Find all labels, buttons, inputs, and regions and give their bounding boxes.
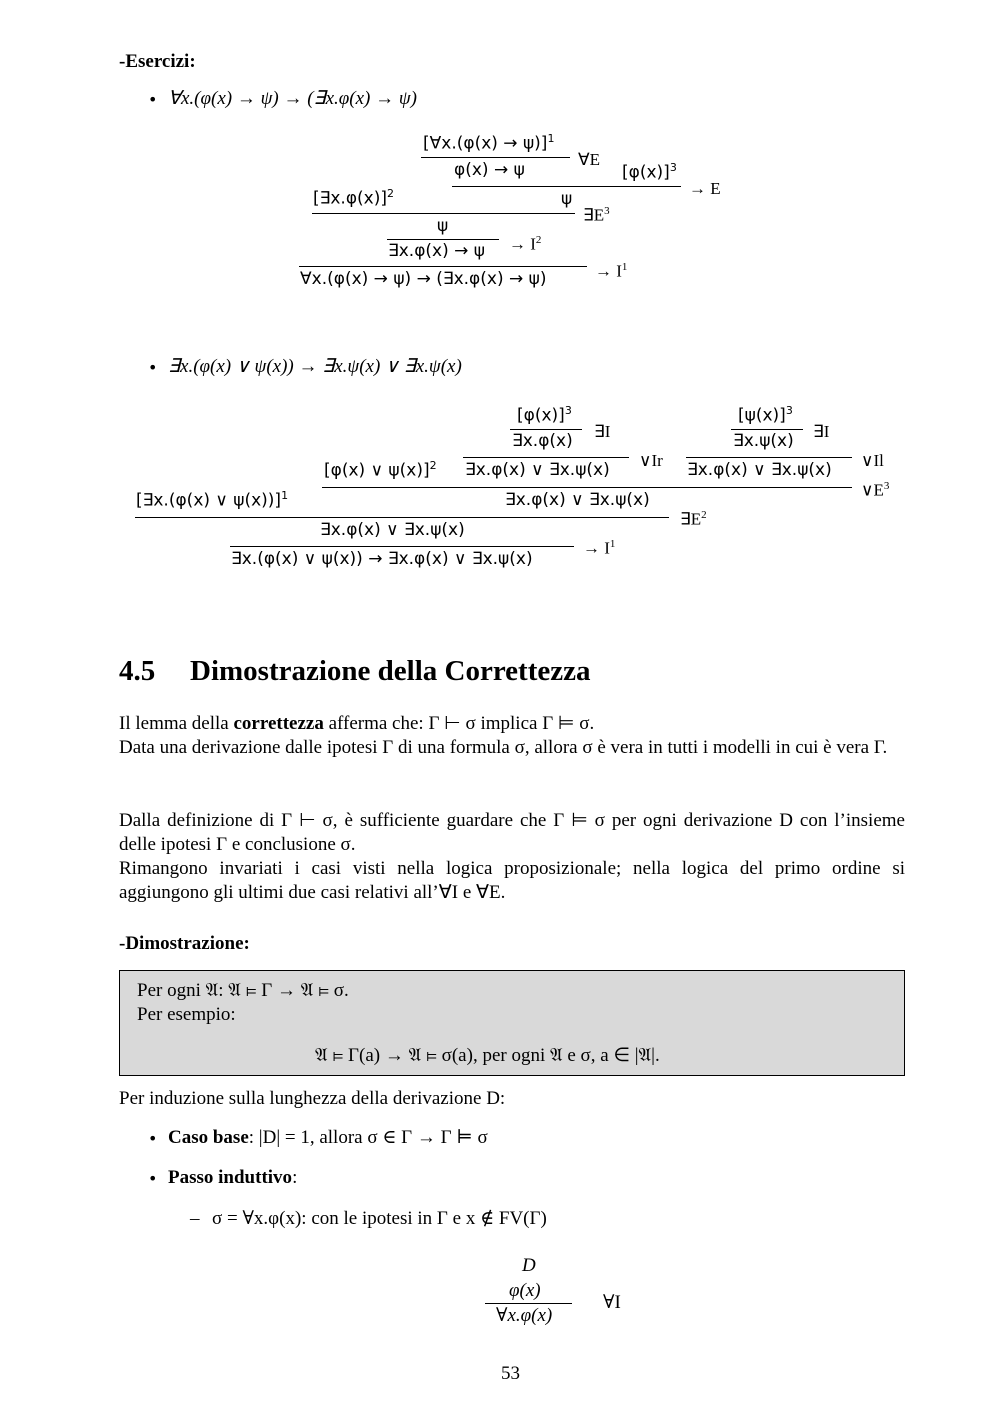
rule-label: $\exists E^2$ bbox=[680, 509, 707, 529]
section-title: Dimostrazione della Correttezza bbox=[190, 655, 591, 687]
proof-line: [∃x.φ(x)]$^2$ bbox=[313, 187, 395, 209]
paragraph-derivation: Data una derivazione dalle ipotesi Γ di una formula σ, allora σ è vera in tutti i modelli in cui è vera Γ. bbox=[119, 737, 888, 758]
proof-line: φ(x) bbox=[509, 1280, 541, 1301]
proof-line: $[\varphi(x)]^3$ bbox=[622, 161, 677, 183]
rule-label: $\exists E^3$ bbox=[583, 205, 610, 225]
bold-term: correttezza bbox=[233, 713, 324, 734]
rule-label: → E bbox=[689, 179, 721, 198]
rule-label: → $I^1$ bbox=[595, 261, 628, 281]
inference-bar bbox=[322, 487, 852, 488]
inference-bar bbox=[135, 517, 669, 518]
proof-line: ∃x.φ(x) bbox=[512, 431, 573, 451]
inference-bar bbox=[686, 457, 852, 458]
box-line: Per esempio: bbox=[137, 1004, 236, 1025]
inference-bar bbox=[230, 546, 574, 547]
rule-label: ∨Ir bbox=[639, 451, 663, 470]
box-line: Per ogni 𝔄: 𝔄 ⊨ Γ → 𝔄 ⊨ σ. bbox=[137, 980, 349, 1001]
sub-list-item: σ = ∀x.φ(x): con le ipotesi in Γ e x ∉ FV(Γ) bbox=[212, 1208, 547, 1229]
inference-bar bbox=[485, 1303, 572, 1304]
highlight-box bbox=[119, 970, 905, 1076]
inference-bar bbox=[463, 457, 629, 458]
proof-line: [φ(x) ∨ ψ(x)]$^2$ bbox=[324, 459, 437, 481]
bullet-dot: • bbox=[148, 90, 158, 109]
exercise-formula-2: ∃x.(φ(x) ∨ ψ(x)) → ∃x.ψ(x) ∨ ∃x.ψ(x) bbox=[168, 356, 462, 377]
proof-line: ∃x.φ(x) ∨ ∃x.ψ(x) bbox=[320, 520, 465, 540]
proof-line: [∃x.(φ(x) ∨ ψ(x))]$^1$ bbox=[136, 489, 289, 511]
paragraph-cases: Rimangono invariati i casi visti nella logica proposizionale; nella logica del primo ordine si aggiungono gli ultimi due casi relativi all’∀I e ∀E. bbox=[119, 858, 905, 903]
rule-label: ∀E bbox=[578, 150, 601, 169]
exercises-heading: -Esercizi: bbox=[119, 51, 196, 72]
proof-line: ∀x.(φ(x) → ψ) → (∃x.φ(x) → ψ) bbox=[300, 269, 547, 289]
inference-bar bbox=[731, 429, 803, 430]
rule-label: ∃I bbox=[594, 422, 611, 441]
page-number: 53 bbox=[501, 1363, 520, 1384]
proof-line: φ(x) → ψ bbox=[454, 160, 525, 180]
proof-line: ∃x.φ(x) ∨ ∃x.ψ(x) bbox=[505, 490, 650, 510]
proof-line: ∃x.φ(x) ∨ ∃x.ψ(x) bbox=[687, 460, 832, 480]
proof-line: [∀x.(φ(x) → ψ)]$^1$ bbox=[423, 132, 555, 154]
rule-label: $\vee E^3$ bbox=[861, 480, 890, 500]
proof-line: ∃x.ψ(x) bbox=[733, 431, 794, 451]
inference-bar bbox=[299, 266, 587, 267]
paragraph-definition: Dalla definizione di Γ ⊢ σ, è sufficiente guardare che Γ ⊨ σ per ogni derivazione D con l’insieme delle ipotesi Γ e conclusione σ. bbox=[119, 810, 905, 855]
rule-label: → $I^2$ bbox=[509, 234, 542, 254]
inference-bar bbox=[387, 239, 499, 240]
proof-line: ∃x.(φ(x) ∨ ψ(x)) → ∃x.φ(x) ∨ ∃x.ψ(x) bbox=[231, 549, 533, 569]
section-number: 4.5 bbox=[119, 655, 156, 687]
inference-bar bbox=[421, 157, 570, 158]
inference-bar bbox=[312, 213, 575, 214]
bullet-dot: • bbox=[148, 358, 158, 377]
bullet-dot: • bbox=[148, 1129, 158, 1148]
proof-line: ∀x.φ(x) bbox=[496, 1305, 553, 1326]
proof-line: ψ bbox=[561, 189, 573, 209]
exercise-formula-1: ∀x.(φ(x) → ψ) → (∃x.φ(x) → ψ) bbox=[168, 88, 417, 109]
proof-line: ψ bbox=[437, 216, 449, 236]
list-item-step: Passo induttivo: bbox=[168, 1167, 298, 1188]
proof-line: $[\varphi(x)]^3$ bbox=[517, 404, 572, 426]
sub-list-dash: – bbox=[190, 1208, 200, 1229]
inference-bar bbox=[510, 429, 582, 430]
bullet-dot: • bbox=[148, 1169, 158, 1188]
rule-label: → $I^1$ bbox=[583, 538, 616, 558]
rule-label: ∃I bbox=[813, 422, 830, 441]
list-item-base: Caso base: |D| = 1, allora σ ∈ Γ → Γ ⊨ σ bbox=[168, 1127, 488, 1148]
derivation-d: D bbox=[522, 1255, 536, 1276]
proof-line: $[\psi(x)]^3$ bbox=[738, 404, 793, 426]
proof-line: ∃x.φ(x) → ψ bbox=[388, 241, 486, 261]
proof-line: ∃x.φ(x) ∨ ∃x.ψ(x) bbox=[465, 460, 610, 480]
induction-text: Per induzione sulla lunghezza della derivazione D: bbox=[119, 1088, 506, 1109]
rule-label: ∨Il bbox=[861, 451, 884, 470]
inference-bar bbox=[452, 186, 681, 187]
box-line: 𝔄 ⊨ Γ(a) → 𝔄 ⊨ σ(a), per ogni 𝔄 e σ, a ∈ |𝔄|. bbox=[315, 1045, 660, 1066]
proof-heading: -Dimostrazione: bbox=[119, 933, 250, 954]
paragraph-lemma: Il lemma della correttezza afferma che: Γ ⊢ σ implica Γ ⊨ σ. bbox=[119, 713, 595, 734]
rule-label: ∀I bbox=[603, 1292, 621, 1313]
